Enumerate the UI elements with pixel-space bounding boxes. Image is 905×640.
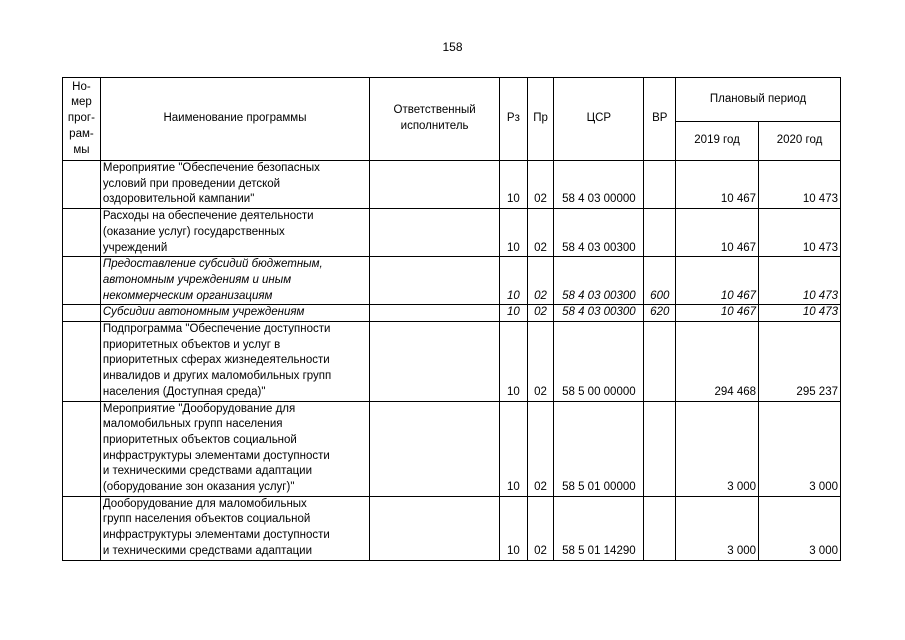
program-number-cell: [63, 305, 101, 322]
program-name-cell: Дооборудование для маломобильных групп населения объектов социальной инфраструктуры элементами доступности и техническими средствами адаптации: [100, 496, 369, 560]
amount-2019-cell: 10 467: [676, 305, 759, 322]
vr-cell: 620: [644, 305, 676, 322]
pr-cell: 02: [527, 257, 554, 305]
csr-cell: 58 5 00 00000: [554, 322, 644, 402]
executor-cell: [370, 257, 500, 305]
program-number-cell: [63, 257, 101, 305]
table-row: [63, 257, 841, 305]
program-name-cell: Подпрограмма "Обеспечение доступности приоритетных объектов и услуг в приоритетных сферах жизнедеятельности инвалидов и других маломобильных групп населения (Доступная среда)": [100, 322, 369, 402]
executor-cell: [370, 161, 500, 209]
csr-cell: 58 5 01 00000: [554, 401, 644, 496]
rz-cell: 10: [500, 161, 528, 209]
program-name-cell: Предоставление субсидий бюджетным, автономным учреждениям и иным некоммерческим организациям: [100, 257, 369, 305]
amount-2019-cell: 10 467: [676, 257, 759, 305]
csr-cell: 58 4 03 00300: [554, 209, 644, 257]
vr-cell: [644, 322, 676, 402]
header-pr: Пр: [527, 78, 554, 161]
executor-cell: [370, 401, 500, 496]
amount-2019-cell: 3 000: [676, 496, 759, 560]
amount-2020-cell: 10 473: [759, 257, 841, 305]
header-vr: ВР: [644, 78, 676, 161]
table-row: [63, 209, 841, 257]
program-number-cell: [63, 401, 101, 496]
table-row: [63, 401, 841, 496]
program-number-cell: [63, 161, 101, 209]
page-number: 158: [442, 40, 463, 54]
vr-cell: [644, 161, 676, 209]
executor-cell: [370, 209, 500, 257]
pr-cell: 02: [527, 496, 554, 560]
rz-cell: 10: [500, 257, 528, 305]
program-number-cell: [63, 496, 101, 560]
csr-cell: 58 4 03 00300: [554, 257, 644, 305]
pr-cell: 02: [527, 322, 554, 402]
program-number-cell: [63, 322, 101, 402]
amount-2020-cell: 3 000: [759, 401, 841, 496]
csr-cell: 58 4 03 00300: [554, 305, 644, 322]
rz-cell: 10: [500, 305, 528, 322]
amount-2019-cell: 294 468: [676, 322, 759, 402]
program-name-cell: Расходы на обеспечение деятельности (оказание услуг) государственных учреждений: [100, 209, 369, 257]
program-name-cell: Мероприятие "Обеспечение безопасных условий при проведении детской оздоровительной кампании": [100, 161, 369, 209]
program-number-cell: [63, 209, 101, 257]
csr-cell: 58 5 01 14290: [554, 496, 644, 560]
header-csr: ЦСР: [554, 78, 644, 161]
vr-cell: [644, 496, 676, 560]
executor-cell: [370, 305, 500, 322]
table-row: [63, 322, 841, 402]
pr-cell: 02: [527, 161, 554, 209]
header-program-name: Наименование программы: [100, 78, 369, 161]
amount-2020-cell: 295 237: [759, 322, 841, 402]
executor-cell: [370, 322, 500, 402]
amount-2019-cell: 3 000: [676, 401, 759, 496]
executor-cell: [370, 496, 500, 560]
header-year-2020: 2020 год: [759, 122, 841, 161]
header-program-number: Но- мер прог- рам- мы: [63, 78, 101, 161]
amount-2019-cell: 10 467: [676, 161, 759, 209]
rz-cell: 10: [500, 209, 528, 257]
vr-cell: 600: [644, 257, 676, 305]
table-row: [63, 305, 841, 322]
header-planning-period: Плановый период: [676, 78, 841, 122]
header-year-2019: 2019 год: [676, 122, 759, 161]
pr-cell: 02: [527, 209, 554, 257]
table-row: [63, 161, 841, 209]
amount-2019-cell: 10 467: [676, 209, 759, 257]
budget-table: [62, 77, 841, 561]
pr-cell: 02: [527, 401, 554, 496]
amount-2020-cell: 10 473: [759, 209, 841, 257]
amount-2020-cell: 10 473: [759, 161, 841, 209]
table-row: [63, 496, 841, 560]
header-rz: Рз: [500, 78, 528, 161]
program-name-cell: Мероприятие "Дооборудование для маломобильных групп населения приоритетных объектов социальной инфраструктуры элементами доступности и техническими средствами адаптации (оборудование зон оказания услуг)": [100, 401, 369, 496]
rz-cell: 10: [500, 401, 528, 496]
header-executor: Ответственный исполнитель: [370, 78, 500, 161]
csr-cell: 58 4 03 00000: [554, 161, 644, 209]
amount-2020-cell: 3 000: [759, 496, 841, 560]
amount-2020-cell: 10 473: [759, 305, 841, 322]
vr-cell: [644, 401, 676, 496]
rz-cell: 10: [500, 322, 528, 402]
vr-cell: [644, 209, 676, 257]
program-name-cell: Субсидии автономным учреждениям: [100, 305, 369, 322]
pr-cell: 02: [527, 305, 554, 322]
rz-cell: 10: [500, 496, 528, 560]
